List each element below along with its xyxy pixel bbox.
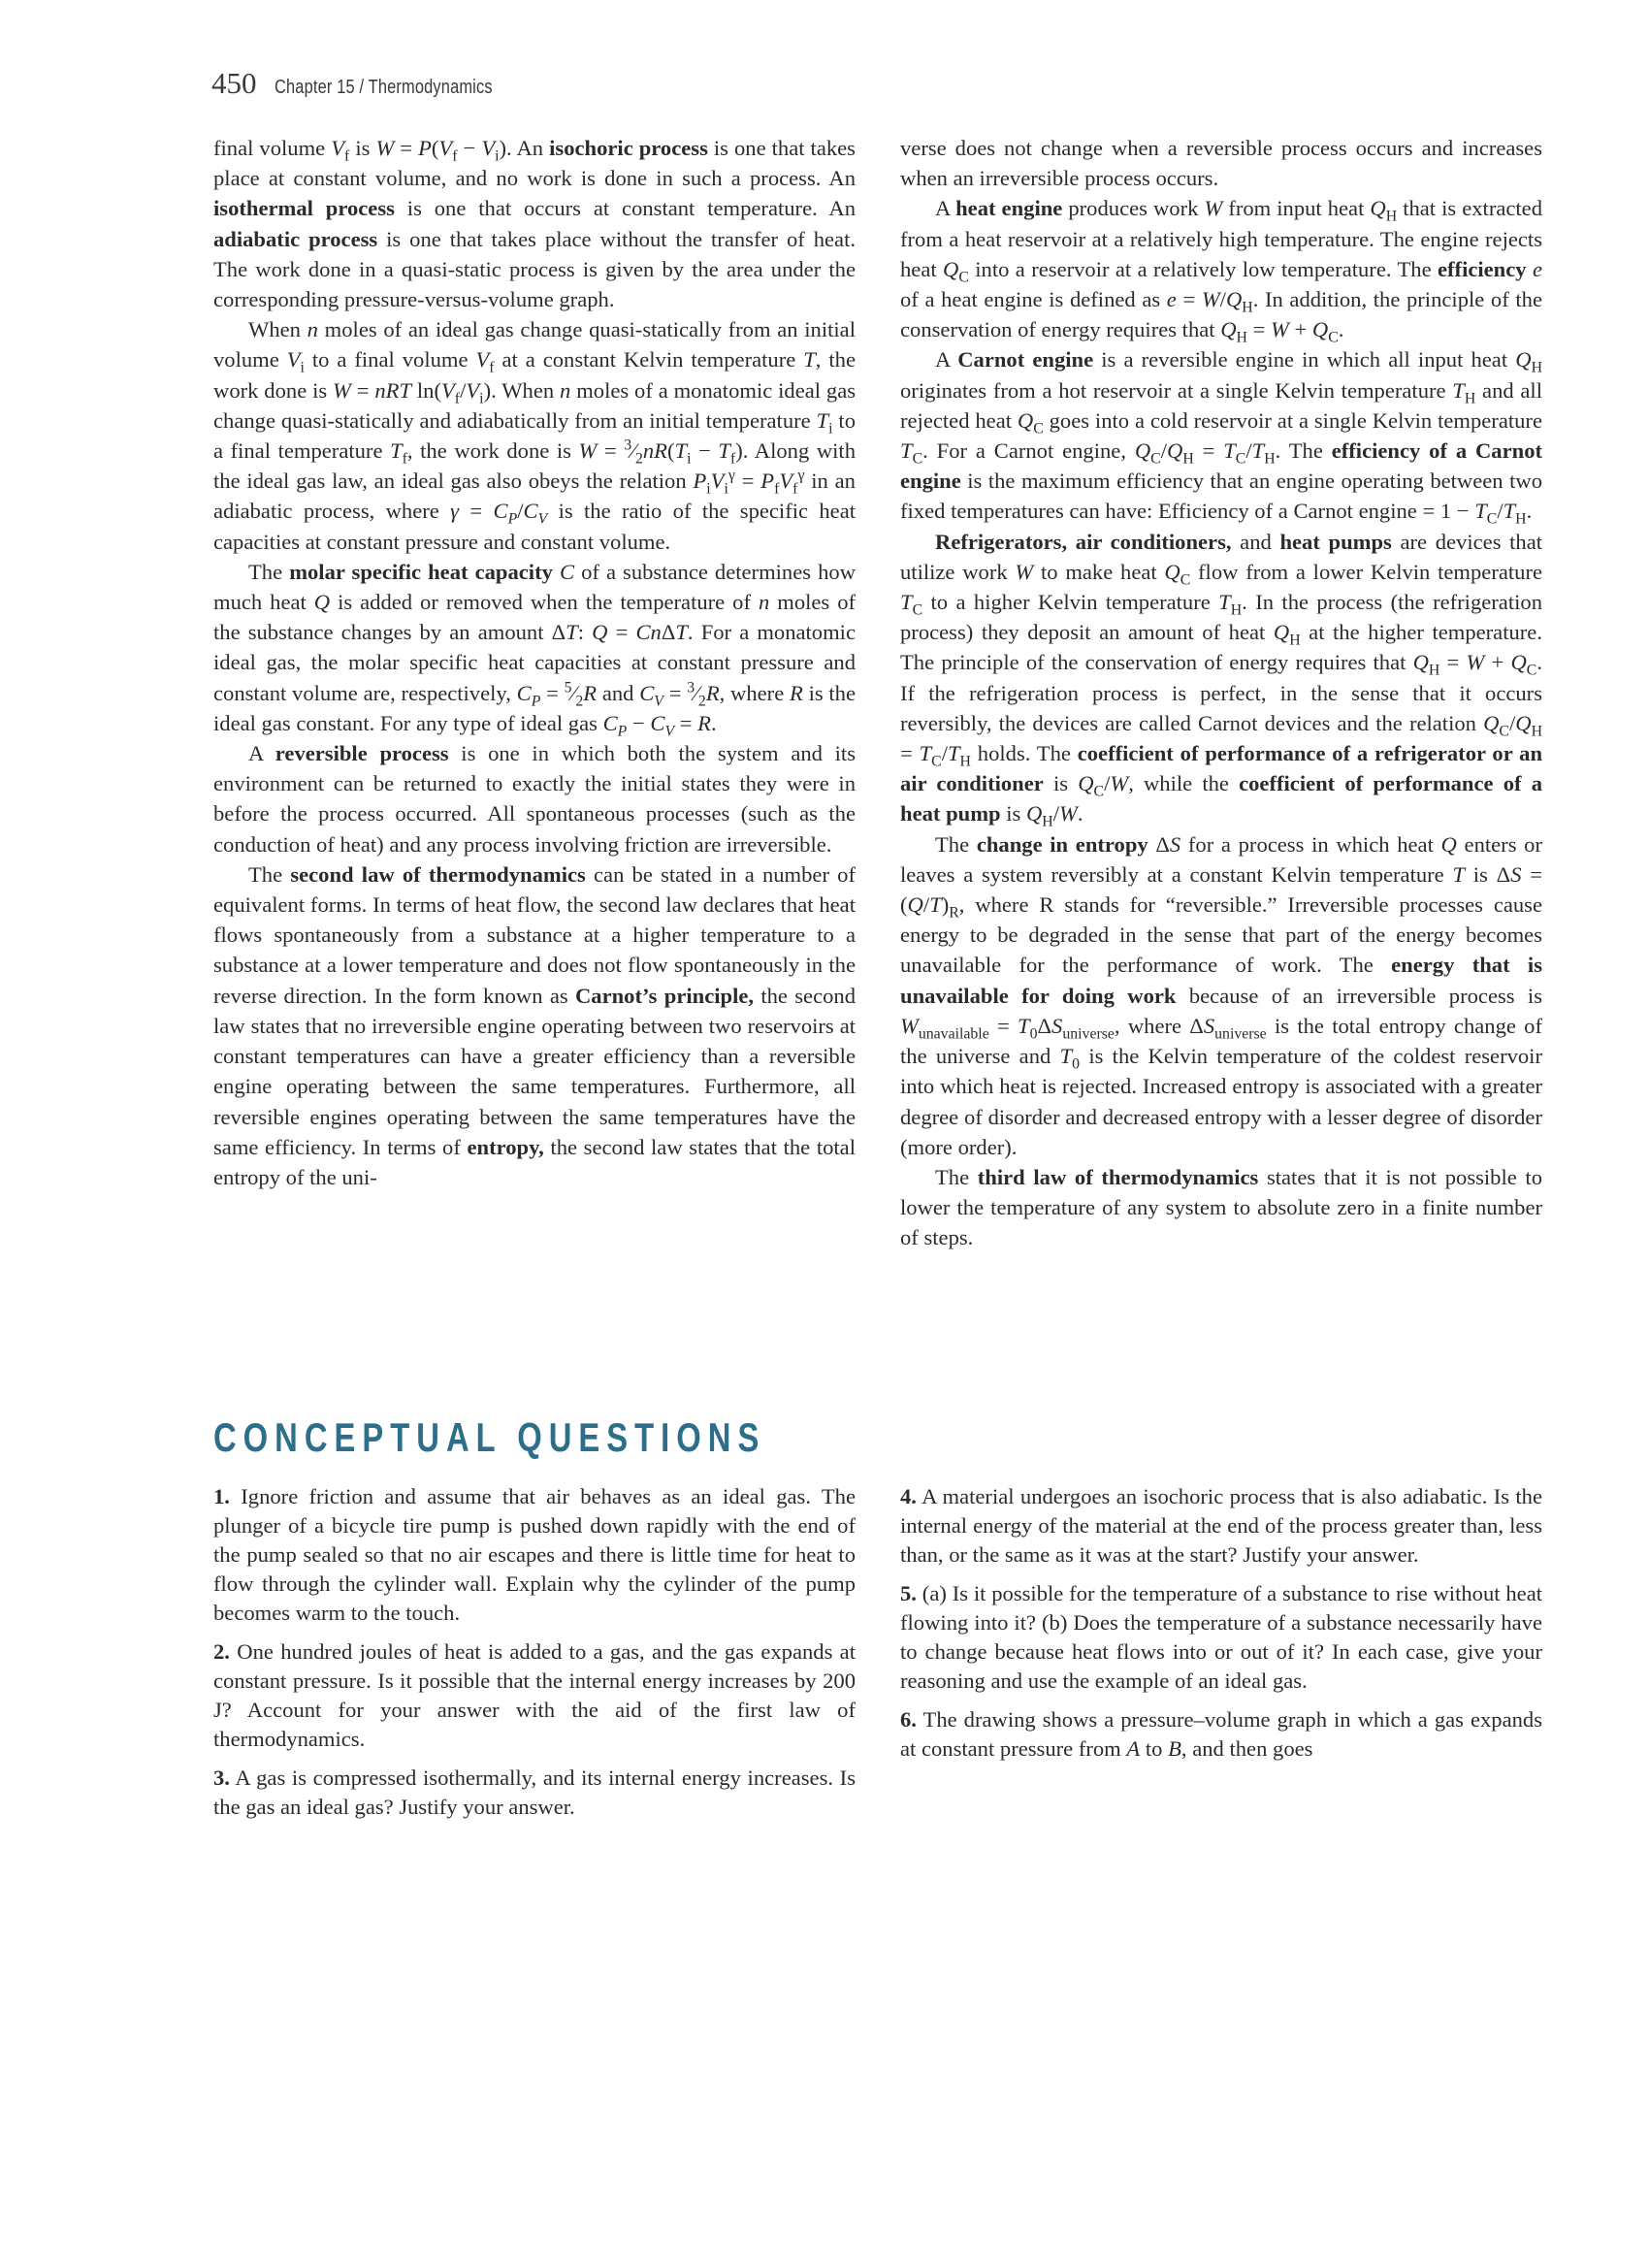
question-3: 3. A gas is compressed isothermally, and its internal energy increases. Is the gas an ideal gas? Justify your answer. xyxy=(213,1766,857,1819)
term-cop-heat-pump: coefficient of performance of a heat pump xyxy=(900,771,1542,826)
summary-left-column xyxy=(213,133,856,1192)
term-efficiency: efficiency xyxy=(1438,256,1527,281)
questions-right-column xyxy=(900,1482,1542,1764)
section-heading: CONCEPTUAL QUESTIONS xyxy=(213,1414,766,1460)
page-number: 450 xyxy=(211,66,257,100)
paragraph: Refrigerators, air conditioners, and heat pumps are devices that utilize work W to make heat $Q_C$ flow from a lower Kelvin temperature $T_C$ to a higher Kelvin temperature $T_H$. In the process (the refrigeration process) they deposit an amount of heat $Q_H$ at the higher temperature. The principle of the conservation of energy requires that $Q_H = W + Q_C$. If the refrigeration process is perfect, in the sense that it occurs reversibly, the devices are called Carnot devices and the relation $Q_C/Q_H = T_C/T_H$ holds. The coefficient of performance of a refrigerator or an air conditioner is $Q_C/W$, while the coefficient of performance of a heat pump is $Q_H/W$. xyxy=(900,529,1543,830)
question-4: 4. A material undergoes an isochoric process that is also adiabatic. Is the internal energy of the material at the end of the process greater than, less than, or the same as it was at the start? Justify your answer. xyxy=(900,1484,1542,1567)
term-molar-heat: molar specific heat capacity xyxy=(289,559,553,584)
term-isochoric: isochoric process xyxy=(549,136,708,160)
term-heat-engine: heat engine xyxy=(955,196,1063,221)
questions-left-column xyxy=(213,1482,856,1822)
paragraph: verse does not change when a reversible process occurs and increases when an irreversible process occurs. xyxy=(900,136,1542,191)
term-third-law: third law of thermodynamics xyxy=(977,1164,1259,1189)
question-6: 6. The drawing shows a pressure–volume graph in which a gas expands at constant pressure from A to B, and then goes xyxy=(900,1707,1542,1761)
summary-right-column xyxy=(900,133,1542,1253)
paragraph: The third law of thermodynamics states that it is not possible to lower the temperature of any system to absolute zero in a finite number of steps. xyxy=(900,1164,1542,1250)
term-carnot-principle: Carnot’s principle, xyxy=(574,983,755,1008)
page-header xyxy=(211,66,540,105)
paragraph: A reversible process is one in which both the system and its environment can be returned to exactly the initial states they were in before the process occurred. All spontaneous processes (such as the conduction of heat) and any process involving friction are irreversible. xyxy=(213,741,856,857)
paragraph: When n moles of an ideal gas change quasi-statically from an initial volume $V_i$ to a final volume $V_f$ at a constant Kelvin temperature T, the work done is W = nRT $\ln(V_f/V_i)$. When n moles of a monatomic ideal gas change quasi-statically and adiabatically from an initial temperature $T_i$ to a final temperature $T_f$, the work done is $W = ^3⁄_2nR(T_i - T_f)$. Along with the ideal gas law, an ideal gas also obeys the relation $P_iV_i^\gamma = P_fV_f^\gamma$ in an adiabatic process, where $\gamma = C_P/C_V$ is the ratio of the specific heat capacities at constant pressure and constant volume. xyxy=(213,317,857,554)
term-adiabatic: adiabatic process xyxy=(213,226,378,251)
term-change-entropy: change in entropy xyxy=(976,831,1148,857)
term-refrigerators: Refrigerators, air conditioners, xyxy=(935,529,1232,554)
term-cop-refrigerator: coefficient of performance of a refrigerator or an air conditioner xyxy=(900,741,1543,796)
question-1: 1. Ignore friction and assume that air behaves as an ideal gas. The plunger of a bicycle tire pump is pushed down rapidly with the end of the pump sealed so that no air escapes and there is little time for heat to flow through the cylinder wall. Explain why the cylinder of the pump becomes warm to the touch. xyxy=(213,1484,857,1625)
term-entropy: entropy, xyxy=(467,1134,544,1159)
term-carnot-efficiency: efficiency of a Carnot engine xyxy=(900,438,1543,494)
term-carnot-engine: Carnot engine xyxy=(957,347,1094,373)
paragraph: The change in entropy ΔS for a process in which heat Q enters or leaves a system reversibly at a constant Kelvin temperature T is $\Delta S = (Q/T)_R$, where R stands for “reversible.” Irreversible processes cause energy to be degraded in the sense that part of the energy becomes unavailable for the performance of work. The energy that is unavailable for doing work because of an irreversible process is $W_{unavailable} = T_0\Delta S_{universe}$, where $\Delta S_{universe}$ is the total entropy change of the universe and $T_0$ is the Kelvin temperature of the coldest reservoir into which heat is rejected. Increased entropy is associated with a greater degree of disorder and decreased entropy with a lesser degree of disorder (more order). xyxy=(900,831,1542,1159)
chapter-title: Chapter 15 / Thermodynamics xyxy=(274,77,493,98)
term-second-law: second law of thermodynamics xyxy=(290,861,586,887)
paragraph: The second law of thermodynamics can be stated in a number of equivalent forms. In terms of heat flow, the second law declares that heat flows spontaneously from a substance at a higher temperature to a substance at a lower temperature and does not flow spontaneously in the reverse direction. In the form known as Carnot’s principle, the second law states that no irreversible engine operating between two reservoirs at constant temperatures can have a greater efficiency than a reversible engine operating between the same temperatures. Furthermore, all reversible engines operating between the same temperatures have the same efficiency. In terms of entropy, the second law states that the total entropy of the uni- xyxy=(213,861,856,1189)
paragraph: A Carnot engine is a reversible engine in which all input heat $Q_H$ originates from a hot reservoir at a single Kelvin temperature $T_H$ and all rejected heat $Q_C$ goes into a cold reservoir at a single Kelvin temperature $T_C$. For a Carnot engine, $Q_C/Q_H = T_C/T_H$. The efficiency of a Carnot engine is the maximum efficiency that an engine operating between two fixed temperatures can have: Efficiency of a Carnot engine = $1 - T_C/T_H$. xyxy=(900,347,1543,528)
term-unavailable-energy: energy that is unavailable for doing work xyxy=(900,953,1542,1008)
term-reversible: reversible process xyxy=(275,741,449,766)
question-2: 2. One hundred joules of heat is added to a gas, and the gas expands at constant pressure. Is it possible that the internal energy increases by 200 J? Account for your answer with the aid of the first law of thermodynamics. xyxy=(213,1639,856,1751)
paragraph: A heat engine produces work W from input heat $Q_H$ that is extracted from a heat reservoir at a relatively high temperature. The engine rejects heat $Q_C$ into a reservoir at a relatively low temperature. The efficiency e of a heat engine is defined as $e = W/Q_H$. In addition, the principle of the conservation of energy requires that $Q_H = W + Q_C$. xyxy=(900,196,1542,346)
term-heat-pumps: heat pumps xyxy=(1279,529,1392,554)
question-5: 5. (a) Is it possible for the temperature of a substance to rise without heat flowing into it? (b) Does the temperature of a substance necessarily have to change because heat flows into or out of it? In each case, give your reasoning and use the example of an ideal gas. xyxy=(900,1581,1542,1693)
paragraph: final volume $V_f$ is $W = P(V_f - V_i)$. An isochoric process is one that takes place at constant volume, and no work is done in such a process. An isothermal process is one that occurs at constant temperature. An adiabatic process is one that takes place without the transfer of heat. The work done in a quasi-static process is given by the area under the corresponding pressure-versus-volume graph. xyxy=(213,136,857,312)
paragraph: The molar specific heat capacity C of a substance determines how much heat Q is added or removed when the temperature of n moles of the substance changes by an amount ΔT: Q = CnΔT. For a monatomic ideal gas, the molar specific heat capacities at constant pressure and constant volume are, respectively, $C_P$ = $^5⁄_2R$ and $C_V$ = $^3⁄_2R$, where R is the ideal gas constant. For any type of ideal gas $C_P - C_V = R$. xyxy=(213,559,857,740)
term-isothermal: isothermal process xyxy=(213,196,395,221)
